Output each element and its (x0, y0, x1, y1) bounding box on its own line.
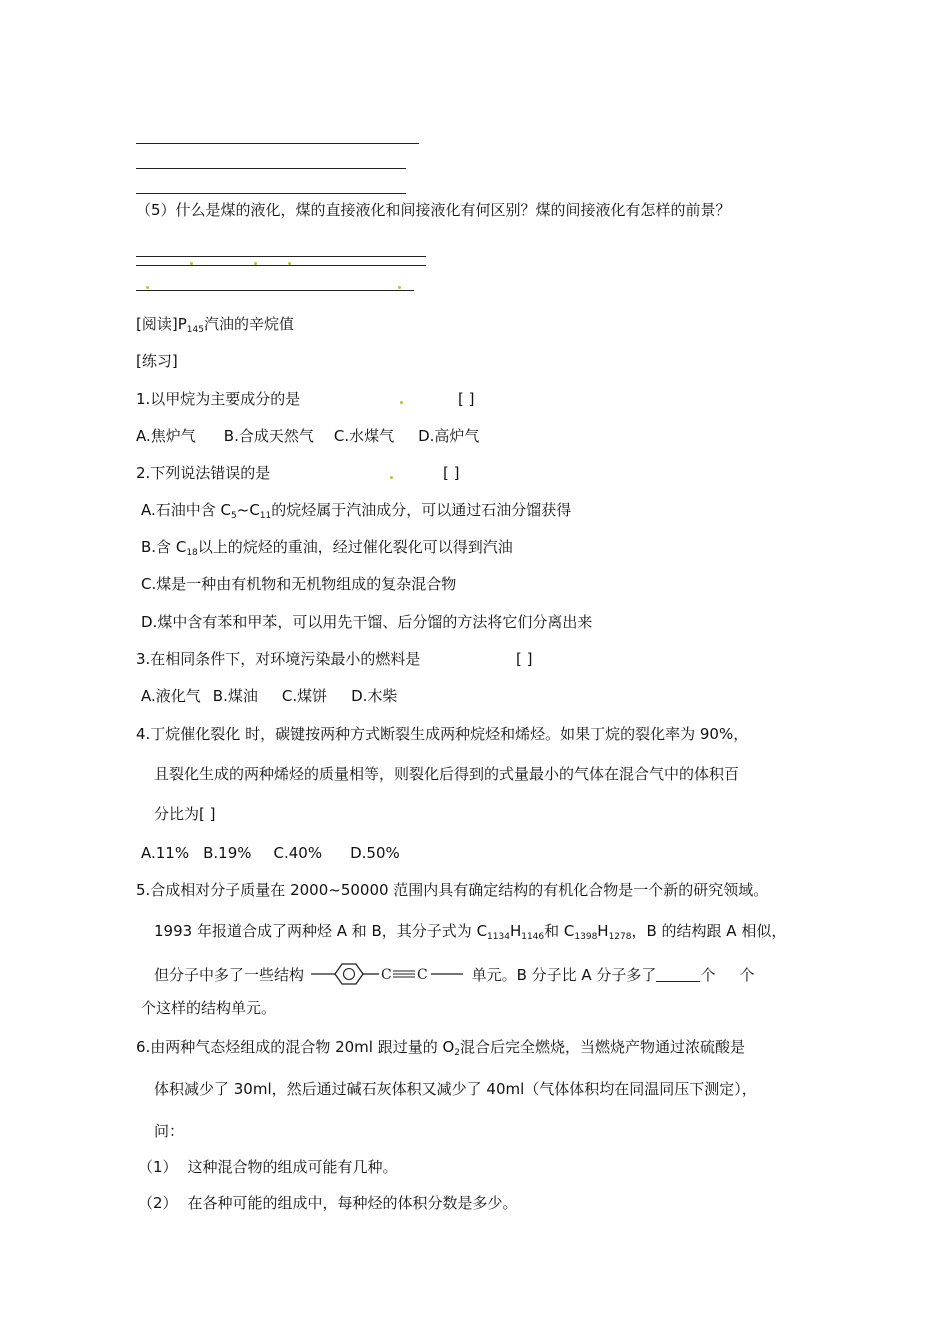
text: H (597, 922, 609, 940)
answer-line-5 (136, 265, 426, 266)
sub-question-text: 在各种可能的组成中，每种烃的体积分数是多少。 (187, 1194, 518, 1212)
text: 的烷烃属于汽油成分，可以通过石油分馏获得 (271, 501, 572, 519)
question-6-sub-2 (138, 1193, 518, 1213)
question-5-line-4: 个这样的结构单元。 (141, 999, 277, 1017)
text: B.含 C (141, 538, 187, 556)
text: 1993 年报道合成了两种烃 A 和 B，其分子式为 C (154, 922, 488, 940)
question-4-line-2: 且裂化生成的两种烯烃的质量相等，则裂化后得到的式量最小的气体在混合气中的体积百 (154, 765, 740, 783)
scan-dot (390, 476, 393, 479)
subscript: 11 (259, 511, 272, 521)
scan-dot (190, 262, 193, 265)
reading-prefix: [阅读]P (136, 315, 187, 333)
question-3-bracket: [ ] (516, 650, 533, 668)
question-2-option-c: C.煤是一种由有机物和无机物组成的复杂混合物 (141, 575, 457, 593)
text: H (509, 922, 522, 940)
question-3-options (141, 686, 397, 706)
answer-blank[interactable] (656, 967, 700, 982)
subscript: 18 (186, 548, 198, 558)
option-a: A.液化气 (141, 687, 201, 705)
question-5-liquefaction: （5）什么是煤的液化，煤的直接液化和间接液化有何区别？煤的间接液化有怎样的前景？ (136, 201, 731, 219)
answer-line-2 (136, 168, 406, 169)
question-2-option-d: D.煤中含有苯和甲苯，可以用先干馏、后分馏的方法将它们分离出来 (141, 613, 593, 631)
question-6-line-2: 体积减少了 30ml，然后通过碱石灰体积又减少了 40ml（气体体积均在同温同压下测定）， (154, 1080, 757, 1098)
option-b: B.煤油 (212, 687, 258, 705)
question-4-line-3: 分比为[ ] (154, 805, 216, 823)
option-b: B.19% (203, 844, 252, 862)
subscript: 2 (454, 1048, 461, 1058)
struct-carbon-2: C (416, 967, 428, 983)
answer-line-3 (136, 193, 406, 194)
answer-line-6 (136, 290, 414, 291)
question-6-line-3: 问： (154, 1122, 185, 1140)
option-c: C.40% (273, 844, 323, 862)
question-2-option-a (141, 500, 571, 520)
sub-question-number: （1） (138, 1158, 178, 1176)
text: 和 C (544, 922, 575, 940)
text: 个 (700, 966, 716, 984)
answer-line-4 (136, 256, 426, 257)
answer-line-1 (136, 143, 419, 144)
reading-page: 145 (186, 325, 204, 335)
scan-dot (146, 286, 149, 289)
text: 混合后完全燃烧，当燃烧产物通过浓硫酸是 (460, 1038, 746, 1056)
reading-line (136, 314, 294, 334)
scan-dot (398, 286, 401, 289)
question-5-line-2 (154, 921, 786, 941)
option-d: D.50% (350, 844, 400, 862)
question-5-line-1: 5.合成相对分子质量在 2000~50000 范围内具有确定结构的有机化合物是一个新的研究领域。 (136, 881, 769, 899)
question-2-stem: 2.下列说法错误的是 (136, 464, 271, 482)
text: 6.由两种气态烃组成的混合物 20ml 跟过量的 O (136, 1038, 455, 1056)
struct-carbon-1: C (380, 967, 392, 983)
question-3-stem: 3.在相同条件下，对环境污染最小的燃料是 (136, 650, 421, 668)
option-d: D.木柴 (351, 687, 398, 705)
subscript: 5 (231, 511, 237, 521)
phenylethynyl-structure-icon (309, 962, 467, 986)
text: 但分子中多了一些结构 (154, 966, 305, 984)
option-c: C.水煤气 (333, 427, 395, 445)
sub-question-number: （2） (138, 1194, 178, 1212)
subscript: 1398 (574, 932, 598, 942)
text: 个 (739, 966, 755, 984)
question-1-options (136, 426, 479, 446)
reading-title: 汽油的辛烷值 (203, 315, 294, 333)
question-6-line-1 (136, 1037, 745, 1057)
text: 单元。B 分子比 A 分子多了 (471, 966, 657, 984)
option-a: A.焦炉气 (136, 427, 196, 445)
question-1-stem: 1.以甲烷为主要成分的是 (136, 390, 301, 408)
question-1-bracket: [ ] (458, 390, 475, 408)
question-2-bracket: [ ] (443, 464, 460, 482)
scan-dot (254, 262, 257, 265)
question-4-options (141, 843, 400, 863)
option-a: A.11% (141, 844, 190, 862)
scan-dot (288, 262, 291, 265)
question-2-option-b (141, 537, 513, 557)
text: 以上的烷烃的重油，经过催化裂化可以得到汽油 (197, 538, 513, 556)
text: ，B 的结构跟 A 相似， (631, 922, 787, 940)
subscript: 1278 (608, 932, 632, 942)
subscript: 1134 (487, 932, 510, 942)
option-d: D.高炉气 (418, 427, 480, 445)
subscript: 1146 (521, 932, 545, 942)
option-b: B.合成天然气 (223, 427, 314, 445)
text: A.石油中含 C (141, 501, 232, 519)
question-6-sub-1 (138, 1157, 398, 1177)
question-4-line-1: 4.丁烷催化裂化 时，碳键按两种方式断裂生成两种烷烃和烯烃。如果丁烷的裂化率为 90%， (136, 725, 749, 743)
text: ~C (236, 501, 260, 519)
option-c: C.煤饼 (281, 687, 328, 705)
question-5-line-3 (154, 962, 754, 986)
scan-dot (400, 401, 403, 404)
sub-question-text: 这种混合物的组成可能有几种。 (187, 1158, 398, 1176)
practice-heading: [练习] (136, 352, 178, 370)
